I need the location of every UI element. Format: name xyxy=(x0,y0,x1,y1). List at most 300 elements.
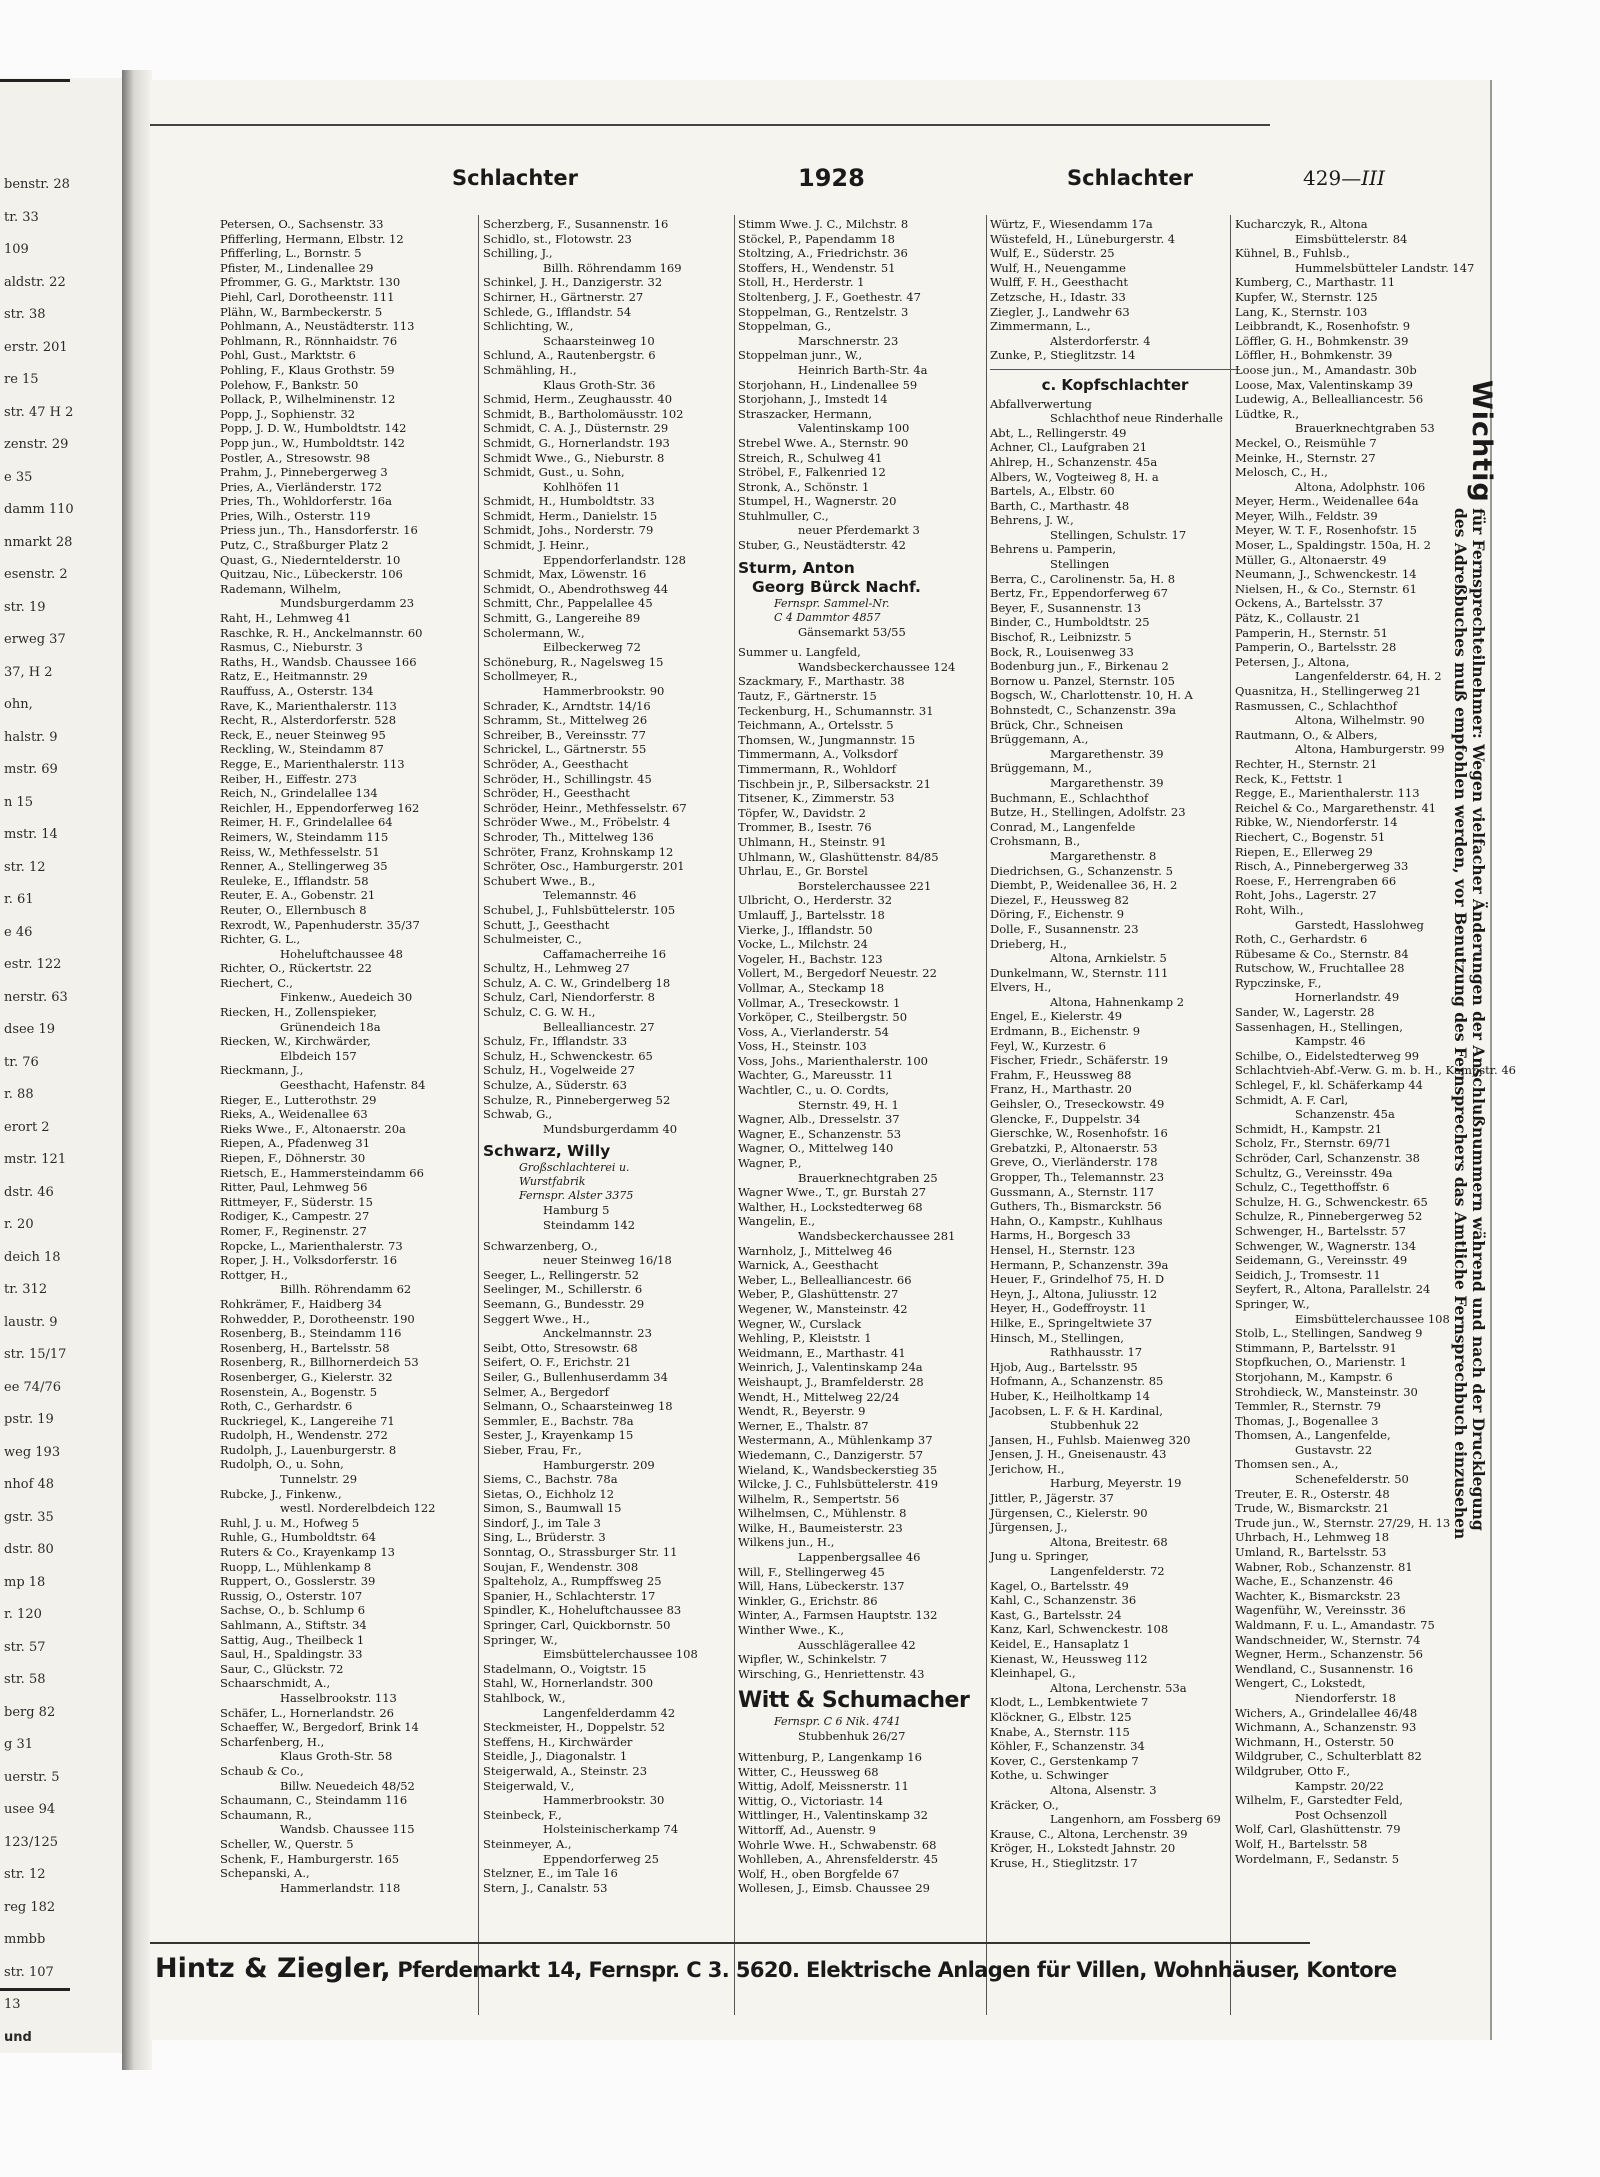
directory-entry: Reuter, O., Ellernbusch 8 xyxy=(220,902,367,917)
directory-entry: Schmidt, Johs., Norderstr. 79 xyxy=(483,523,654,538)
notice-line-1: Wichtig für Fernsprechteilnehmer: Wegen vielfacher Änderungen der Anschlußnummern während und nach der Drucklegung xyxy=(1466,380,1497,1531)
directory-entry: Springer, W., xyxy=(1235,1296,1310,1311)
directory-entry: Klodt, L., Lembkentwiete 7 xyxy=(990,1695,1149,1710)
footer-firm: Hintz & Ziegler, xyxy=(155,1953,391,1984)
directory-entry: Wohrle Wwe. H., Schwabenstr. 68 xyxy=(738,1837,937,1852)
directory-entry: Bischof, R., Leibnizstr. 5 xyxy=(990,630,1132,645)
section-heading: c. Kopfschlachter xyxy=(990,369,1240,393)
directory-entry: Wendt, R., Beyerstr. 9 xyxy=(738,1404,866,1419)
previous-page-fragment: esenstr. 2 xyxy=(4,567,68,582)
directory-entry: Vorköper, C., Steilbergstr. 50 xyxy=(738,1010,908,1025)
directory-entry: Tautz, F., Gärtnerstr. 15 xyxy=(738,689,877,704)
directory-entry: Hilke, E., Springeltwiete 37 xyxy=(990,1315,1153,1330)
directory-entry: Schulmeister, C., xyxy=(483,932,582,947)
directory-entry: Riechert, C., xyxy=(220,975,293,990)
directory-entry: Diembt, P., Weidenallee 36, H. 2 xyxy=(990,878,1178,893)
directory-entry-continuation: Altona, Hamburgerstr. 99 xyxy=(1295,742,1445,757)
directory-entry: Zimmermann, L., xyxy=(990,319,1091,334)
directory-entry: Schultz, H., Lehmweg 27 xyxy=(483,961,630,976)
directory-entry: Wittorff, Ad., Auenstr. 9 xyxy=(738,1822,876,1837)
directory-entry: Rutschow, W., Fruchtallee 28 xyxy=(1235,961,1405,976)
directory-entry-continuation: Garstedt, Hasslohweg xyxy=(1295,917,1424,932)
directory-entry: Sieber, Frau, Fr., xyxy=(483,1442,582,1457)
directory-entry-continuation: Grünendeich 18a xyxy=(280,1019,381,1034)
directory-entry: Schmitt, G., Langereihe 89 xyxy=(483,611,641,626)
directory-entry-continuation: Langenfelderdamm 42 xyxy=(543,1705,676,1720)
directory-entry-continuation: Kampstr. 20/22 xyxy=(1295,1778,1384,1793)
advertiser-name-line: Georg Bürck Nachf. xyxy=(752,577,921,596)
directory-entry: Priess jun., Th., Hansdorferstr. 16 xyxy=(220,523,418,538)
directory-entry: Stoppelman, G., xyxy=(738,319,832,334)
directory-entry: Schenk, F., Hamburgerstr. 165 xyxy=(220,1851,400,1866)
directory-entry-continuation: Elbdeich 157 xyxy=(280,1048,357,1063)
directory-entry: Schmidt, O., Abendrothsweg 44 xyxy=(483,581,669,596)
directory-entry: Roth, C., Gerhardstr. 6 xyxy=(1235,932,1368,947)
directory-entry-continuation: Hummelsbütteler Landstr. 147 xyxy=(1295,260,1475,275)
directory-entry-continuation: Schaarsteinweg 10 xyxy=(543,333,655,348)
directory-page xyxy=(150,80,1516,2040)
directory-entry: Vollmar, A., Steckamp 18 xyxy=(738,980,885,995)
directory-entry: Melosch, C., H., xyxy=(1235,465,1328,480)
directory-entry: Wilcke, J. C., Fuhlsbüttelerstr. 419 xyxy=(738,1477,939,1492)
directory-entry: Jittler, P., Jägerstr. 37 xyxy=(990,1491,1114,1506)
directory-entry: Würtz, F., Wiesendamm 17a xyxy=(990,217,1153,231)
directory-entry: Rypczinske, F., xyxy=(1235,975,1322,990)
directory-entry: Pohling, F., Klaus Grothstr. 59 xyxy=(220,362,395,377)
directory-entry: Klöckner, G., Elbstr. 125 xyxy=(990,1709,1132,1724)
directory-entry: Butze, H., Stellingen, Adolfstr. 23 xyxy=(990,805,1186,820)
directory-entry: Timmermann, A., Volksdorf xyxy=(738,747,898,762)
directory-entry-continuation: Niendorferstr. 18 xyxy=(1295,1690,1396,1705)
directory-entry: Rosenberg, H., Bartelsstr. 58 xyxy=(220,1340,390,1355)
directory-entry-continuation: Telemannstr. 46 xyxy=(543,888,637,903)
previous-page-fragment: g 31 xyxy=(4,1737,33,1752)
previous-page-fragment: ee 74/76 xyxy=(4,1379,61,1395)
directory-entry: Seibt, Otto, Stresowstr. 68 xyxy=(483,1340,638,1355)
directory-entry: Stöckel, P., Papendamm 18 xyxy=(738,231,895,246)
directory-entry: Steigerwald, A., Steinstr. 23 xyxy=(483,1763,648,1778)
advertiser-name: Witt & Schumacher xyxy=(738,1688,970,1714)
directory-entry: Crohsmann, B., xyxy=(990,834,1081,849)
directory-entry: Saul, H., Spaldingstr. 33 xyxy=(220,1647,363,1662)
directory-entry-continuation: Schanzenstr. 45a xyxy=(1295,1107,1395,1122)
directory-entry-continuation: Hammerlandstr. 118 xyxy=(280,1880,401,1895)
directory-entry: Will, Hans, Lübeckerstr. 137 xyxy=(738,1579,905,1594)
directory-entry: Winkler, G., Erichstr. 86 xyxy=(738,1593,878,1608)
directory-entry: Wandschneider, W., Sternstr. 74 xyxy=(1235,1632,1421,1647)
directory-entry: Vollert, M., Bergedorf Neuestr. 22 xyxy=(738,966,937,981)
previous-page-fragment: reg 182 xyxy=(4,1899,56,1915)
directory-entry: Döring, F., Eichenstr. 9 xyxy=(990,907,1125,922)
directory-entry: Pamperin, H., Sternstr. 51 xyxy=(1235,625,1388,640)
directory-entry: Riepen, A., Pfadenweg 31 xyxy=(220,1136,371,1151)
directory-entry: Petersen, O., Sachsenstr. 33 xyxy=(220,217,384,231)
directory-entry: Popp, J. D. W., Humboldtstr. 142 xyxy=(220,421,407,436)
directory-entry: Wollesen, J., Eimsb. Chaussee 29 xyxy=(738,1881,930,1896)
directory-entry-continuation: Kampstr. 46 xyxy=(1295,1034,1366,1049)
directory-entry: Schulz, Carl, Niendorferstr. 8 xyxy=(483,990,656,1005)
directory-entry: Westermann, A., Mühlenkamp 37 xyxy=(738,1433,933,1448)
directory-entry-continuation: Holsteinischerkamp 74 xyxy=(543,1822,679,1837)
previous-page-fragment: str. 47 H 2 xyxy=(4,404,74,420)
directory-entry: Schlichting, W., xyxy=(483,319,574,334)
directory-entry: Regge, E., Marienthalerstr. 113 xyxy=(220,756,405,771)
directory-entry-continuation: Schlachthof neue Rinderhalle xyxy=(1050,411,1223,426)
previous-page-fragment: e 35 xyxy=(4,469,33,485)
directory-entry: Schwab, G., xyxy=(483,1107,553,1122)
directory-entry: Sietas, O., Eichholz 12 xyxy=(483,1486,615,1501)
listing-column-2 xyxy=(483,217,733,2012)
directory-entry: Kühnel, B., Fuhlsb., xyxy=(1235,246,1350,261)
directory-entry: Scholz, Fr., Sternstr. 69/71 xyxy=(1235,1136,1392,1151)
directory-entry: Siems, C., Bachstr. 78a xyxy=(483,1472,618,1487)
directory-entry: Schröder, A., Geesthacht xyxy=(483,756,629,771)
directory-entry: Wegner, W., Curslack xyxy=(738,1316,862,1331)
directory-entry: Wagner, O., Mittelweg 140 xyxy=(738,1141,894,1156)
directory-entry: Thomas, J., Bogenallee 3 xyxy=(1235,1413,1379,1428)
directory-entry: Wittig, Adolf, Meissnerstr. 11 xyxy=(738,1779,909,1794)
directory-entry: Szackmary, F., Marthastr. 38 xyxy=(738,674,905,689)
directory-entry: Risch, A., Pinnebergerweg 33 xyxy=(1235,859,1409,874)
directory-entry: Geihsler, O., Treseckowstr. 49 xyxy=(990,1097,1165,1112)
directory-entry: Raht, H., Lehmweg 41 xyxy=(220,611,352,626)
notice-line-2: des Adreßbuches muß empfohlen werden, vor Benutzung des Fernsprechers das Amtliche Fernsprechbuch einzusehen xyxy=(1451,508,1470,1540)
directory-entry: Vollmar, A., Treseckowstr. 1 xyxy=(738,995,901,1010)
directory-entry: Albers, W., Vogteiweg 8, H. a xyxy=(990,469,1159,484)
directory-entry: Schirner, H., Gärtnerstr. 27 xyxy=(483,289,644,304)
directory-entry: Rave, K., Marienthalerstr. 113 xyxy=(220,698,397,713)
directory-entry: Stronk, A., Schönstr. 1 xyxy=(738,479,870,494)
directory-entry: Hahn, O., Kampstr., Kuhlhaus xyxy=(990,1213,1163,1228)
directory-entry: Feyl, W., Kurzestr. 6 xyxy=(990,1038,1106,1053)
previous-page-fragment: re 15 xyxy=(4,372,39,387)
directory-entry: Greve, O., Vierländerstr. 178 xyxy=(990,1155,1158,1170)
directory-entry: Schulz, Fr., Ifflandstr. 33 xyxy=(483,1034,628,1049)
directory-entry: Schmidt, B., Bartholomäusstr. 102 xyxy=(483,406,684,421)
directory-entry: Jacobsen, L. F. & H. Kardinal, xyxy=(990,1403,1163,1418)
directory-entry: Hinsch, M., Stellingen, xyxy=(990,1330,1124,1345)
directory-entry: Abt, L., Rellingerstr. 49 xyxy=(990,425,1127,440)
directory-entry: Stoll, H., Herderstr. 1 xyxy=(738,275,865,290)
directory-entry: Schmidt, Gust., u. Sohn, xyxy=(483,465,625,480)
directory-entry: Schröter, Franz, Krohnskamp 12 xyxy=(483,844,674,859)
directory-entry: Riepen, F., Döhnerstr. 30 xyxy=(220,1151,366,1165)
directory-entry: Bartels, A., Elbstr. 60 xyxy=(990,484,1115,499)
directory-entry: Stimm Wwe. J. C., Milchstr. 8 xyxy=(738,217,909,231)
directory-entry: Jerichow, H., xyxy=(990,1461,1065,1476)
directory-entry: Jürgensen, J., xyxy=(990,1520,1068,1535)
directory-entry: Rudolph, O., u. Sohn, xyxy=(220,1457,344,1472)
directory-entry: Knabe, A., Sternstr. 115 xyxy=(990,1724,1130,1739)
directory-entry: Bock, R., Louisenweg 33 xyxy=(990,644,1134,659)
directory-entry: Schulze, A., Süderstr. 63 xyxy=(483,1078,627,1093)
directory-entry-continuation: Alsterdorferstr. 4 xyxy=(1050,333,1151,348)
directory-entry-continuation: Klaus Groth-Str. 58 xyxy=(280,1749,393,1764)
directory-entry: Rodiger, K., Campestr. 27 xyxy=(220,1209,370,1224)
directory-entry: Spalteholz, A., Rumpffsweg 25 xyxy=(483,1574,662,1589)
directory-entry-continuation: Margarethenstr. 8 xyxy=(1050,848,1157,863)
directory-entry: Rosenberg, B., Steindamm 116 xyxy=(220,1326,402,1341)
directory-entry: Sander, W., Lagerstr. 28 xyxy=(1235,1005,1375,1020)
directory-entry: Schilbe, O., Eidelstedterweg 99 xyxy=(1235,1048,1420,1063)
directory-entry: Wiedemann, C., Danzigerstr. 57 xyxy=(738,1447,924,1462)
directory-entry-continuation: Wandsbeckerchaussee 124 xyxy=(798,659,956,674)
directory-entry: Warnholz, J., Mittelweg 46 xyxy=(738,1243,893,1258)
directory-entry: Petersen, J., Altona, xyxy=(1235,654,1350,669)
directory-entry: Schmidt, A. F. Carl, xyxy=(1235,1092,1349,1107)
directory-entry: Schmidt, J. Heinr., xyxy=(483,538,590,553)
directory-entry: Voss, H., Steinstr. 103 xyxy=(738,1039,867,1054)
directory-entry: Schepanski, A., xyxy=(220,1866,310,1881)
directory-entry: Schulze, H. G., Schwenckestr. 65 xyxy=(1235,1194,1428,1209)
directory-entry: Warnick, A., Geesthacht xyxy=(738,1258,879,1273)
directory-entry: Wildgruber, C., Schulterblatt 82 xyxy=(1235,1749,1422,1764)
advertiser-name: Schwarz, Willy xyxy=(483,1142,611,1161)
directory-entry: Weber, L., Bellealliancestr. 66 xyxy=(738,1272,912,1287)
column-divider xyxy=(478,215,479,2015)
directory-entry: Reimer, H. F., Grindelallee 64 xyxy=(220,815,393,830)
directory-entry: Bohnstedt, C., Schanzenstr. 39a xyxy=(990,703,1176,717)
directory-entry: Heyer, H., Godeffroystr. 11 xyxy=(990,1301,1147,1316)
directory-entry-continuation: Sternstr. 49, H. 1 xyxy=(798,1097,899,1112)
directory-entry: Scherzberg, F., Susannenstr. 16 xyxy=(483,217,669,231)
notice-lead: Wichtig xyxy=(1466,380,1497,503)
directory-entry: Nielsen, H., & Co., Sternstr. 61 xyxy=(1235,581,1417,596)
directory-entry: Wittig, O., Victoriastr. 14 xyxy=(738,1793,884,1808)
previous-page-fragment: tr. 33 xyxy=(4,209,39,225)
directory-entry-continuation: Margarethenstr. 39 xyxy=(1050,746,1164,761)
directory-entry: Erdmann, B., Eichenstr. 9 xyxy=(990,1024,1141,1039)
directory-entry: Schmidt, H., Humboldtstr. 33 xyxy=(483,494,655,509)
directory-entry: Popp, J., Sophienstr. 32 xyxy=(220,406,356,421)
directory-entry: Wilhelmsen, C., Mühlenstr. 8 xyxy=(738,1506,907,1521)
directory-entry: Roht, Wilh., xyxy=(1235,902,1304,917)
listing-column-1 xyxy=(220,217,470,2012)
directory-entry: Engel, E., Kielerstr. 49 xyxy=(990,1009,1123,1024)
directory-entry: Wagenführ, W., Vereinsstr. 36 xyxy=(1235,1603,1406,1618)
directory-entry: Prahm, J., Pinnebergerweg 3 xyxy=(220,465,388,480)
directory-entry-continuation: Altona, Breitestr. 68 xyxy=(1050,1534,1168,1549)
directory-entry: Walther, H., Lockstedterweg 68 xyxy=(738,1199,923,1214)
directory-entry-continuation: Anckelmannstr. 23 xyxy=(543,1326,652,1341)
directory-entry: Kanz, Karl, Schwenckestr. 108 xyxy=(990,1622,1169,1637)
directory-entry: Bodenburg jun., F., Birkenau 2 xyxy=(990,659,1169,674)
directory-entry: Bornow u. Panzel, Sternstr. 105 xyxy=(990,673,1175,688)
directory-entry: Will, F., Stellingerweg 45 xyxy=(738,1564,885,1579)
directory-entry-continuation: Altona, Hahnenkamp 2 xyxy=(1050,994,1185,1009)
directory-entry: Wachter, G., Mareusstr. 11 xyxy=(738,1068,894,1083)
advertiser-detail: Großschlachterei u. xyxy=(519,1161,630,1175)
advertiser-detail: Wurstfabrik xyxy=(519,1175,586,1189)
directory-entry: Scheller, W., Querstr. 5 xyxy=(220,1836,354,1851)
directory-entry: Vogeler, H., Bachstr. 123 xyxy=(738,951,883,966)
directory-entry: Steinmeyer, A., xyxy=(483,1836,572,1851)
directory-entry: Teckenburg, H., Schumannstr. 31 xyxy=(738,703,934,718)
directory-entry-continuation: Geesthacht, Hafenstr. 84 xyxy=(280,1078,426,1093)
directory-entry: Regge, E., Marienthalerstr. 113 xyxy=(1235,786,1420,801)
directory-entry: Wulf, E., Süderstr. 25 xyxy=(990,246,1115,261)
directory-entry: Uhrlau, E., Gr. Borstel xyxy=(738,864,868,879)
advertiser-detail: Fernspr. Sammel-Nr. xyxy=(774,596,890,610)
directory-entry: Sindorf, J., im Tale 3 xyxy=(483,1515,601,1530)
directory-entry: Weishaupt, J., Bramfelderstr. 28 xyxy=(738,1374,924,1389)
directory-entry: Soujan, F., Wendenstr. 308 xyxy=(483,1559,639,1574)
directory-entry: Wolf, H., oben Borgfelde 67 xyxy=(738,1866,900,1881)
directory-entry: Rieks Wwe., F., Altonaerstr. 20a xyxy=(220,1121,406,1136)
directory-entry-continuation: Heinrich Barth-Str. 4a xyxy=(798,362,928,377)
directory-entry: Straszacker, Hermann, xyxy=(738,406,872,421)
directory-entry-continuation: Altona, Adolphstr. 106 xyxy=(1295,479,1426,494)
directory-entry: Rudolph, J., Lauenburgerstr. 8 xyxy=(220,1442,397,1457)
directory-entry: Schaumann, R., xyxy=(220,1807,312,1822)
directory-entry: Wagner, Alb., Dresselstr. 37 xyxy=(738,1112,900,1127)
directory-entry-continuation: Eimsbüttelerstr. 84 xyxy=(1295,231,1408,246)
previous-page-fragment: und xyxy=(4,2029,32,2045)
directory-entry: Strebel Wwe. A., Sternstr. 90 xyxy=(738,435,909,450)
directory-entry: Schmidt Wwe., G., Nieburstr. 8 xyxy=(483,450,665,465)
directory-entry: Meyer, W. T. F., Rosenhofstr. 15 xyxy=(1235,523,1417,538)
directory-entry: Rohwedder, P., Dorotheenstr. 190 xyxy=(220,1311,415,1326)
directory-entry: Stolb, L., Stellingen, Sandweg 9 xyxy=(1235,1326,1423,1341)
directory-entry: Umlauff, J., Bartelsstr. 18 xyxy=(738,907,885,922)
directory-entry: Roper, J. H., Volksdorferstr. 16 xyxy=(220,1253,398,1268)
directory-entry: Hermann, P., Schanzenstr. 39a xyxy=(990,1257,1169,1272)
previous-page-fragment: str. 12 xyxy=(4,1867,46,1882)
directory-entry: Schwenger, W., Wagnerstr. 134 xyxy=(1235,1238,1417,1253)
directory-entry-continuation: Borstelerchaussee 221 xyxy=(798,878,932,893)
directory-entry: Reuleke, E., Ifflandstr. 58 xyxy=(220,873,369,888)
directory-entry: Bertz, Fr., Eppendorferweg 67 xyxy=(990,586,1168,601)
directory-entry-continuation: Caffamacherreihe 16 xyxy=(543,946,667,961)
directory-entry: Loose jun., M., Amandastr. 30b xyxy=(1235,362,1417,377)
directory-entry: Rietsch, E., Hammersteindamm 66 xyxy=(220,1165,424,1180)
directory-entry: Schwenger, H., Bartelsstr. 57 xyxy=(1235,1223,1407,1238)
directory-entry: Roht, Johs., Lagerstr. 27 xyxy=(1235,888,1377,903)
directory-entry: Elvers, H., xyxy=(990,980,1052,995)
directory-entry-continuation: Eilbeckerweg 72 xyxy=(543,640,641,655)
previous-page-fragment: mp 18 xyxy=(4,1574,46,1590)
previous-page-fragment: e 46 xyxy=(4,924,33,940)
directory-entry: Spindler, K., Hoheluftchaussee 83 xyxy=(483,1603,682,1618)
directory-entry: Jensen, J. H., Gneisenaustr. 43 xyxy=(990,1447,1167,1462)
directory-entry: Wieland, K., Wandsbeckerstieg 35 xyxy=(738,1462,938,1477)
previous-page-fragment: laustr. 9 xyxy=(4,1314,58,1330)
directory-entry: Seifert, O. F., Erichstr. 21 xyxy=(483,1355,632,1370)
directory-entry: Rubcke, J., Finkenw., xyxy=(220,1486,342,1501)
directory-entry-continuation: Steindamm 142 xyxy=(543,1218,636,1232)
directory-entry-continuation: Margarethenstr. 39 xyxy=(1050,775,1164,790)
directory-entry-continuation: Altona, Lerchenstr. 53a xyxy=(1050,1680,1187,1695)
directory-entry: Rasmus, C., Nieburstr. 3 xyxy=(220,640,363,655)
directory-entry: Dunkelmann, W., Sternstr. 111 xyxy=(990,965,1169,980)
advertisement-footer xyxy=(155,1953,1397,1984)
previous-page-fragment: 37, H 2 xyxy=(4,664,53,680)
directory-entry: Rottger, H., xyxy=(220,1267,288,1282)
directory-entry: Seeger, L., Rellingerstr. 52 xyxy=(483,1267,640,1282)
previous-page-fragment: zenstr. 29 xyxy=(4,437,69,452)
directory-entry: Reichler, H., Eppendorferweg 162 xyxy=(220,800,420,815)
directory-entry: Pfifferling, L., Bornstr. 5 xyxy=(220,246,362,261)
previous-page-fragment: nmarkt 28 xyxy=(4,534,73,550)
directory-entry: Rechter, H., Sternstr. 21 xyxy=(1235,756,1378,771)
directory-entry: Wordelmann, F., Sedanstr. 5 xyxy=(1235,1851,1400,1866)
directory-entry: Kräcker, O., xyxy=(990,1797,1059,1812)
directory-entry: Storjohann, J., Imstedt 14 xyxy=(738,392,888,407)
directory-entry: Rautmann, O., & Albers, xyxy=(1235,727,1378,742)
directory-entry: Ritter, Paul, Lehmweg 56 xyxy=(220,1180,368,1195)
previous-page-edge xyxy=(0,78,125,2053)
listing-column-4 xyxy=(990,217,1240,2012)
directory-entry-continuation: Wandsb. Chaussee 115 xyxy=(280,1822,415,1837)
directory-entry: Rieks, A., Weidenallee 63 xyxy=(220,1107,368,1122)
directory-entry: Ludewig, A., Bellealliancestr. 56 xyxy=(1235,392,1424,407)
directory-entry: Schulz, A. C. W., Grindelberg 18 xyxy=(483,975,671,990)
directory-entry: Pries, A., Vierländerstr. 172 xyxy=(220,479,382,494)
directory-entry-continuation: neuer Pferdemarkt 3 xyxy=(798,523,920,538)
directory-entry: Schmidt, H., Kampstr. 21 xyxy=(1235,1121,1383,1136)
directory-entry: Schmid, Herm., Zeughausstr. 40 xyxy=(483,392,673,407)
directory-entry: Ruckriegel, K., Langereihe 71 xyxy=(220,1413,395,1428)
directory-entry: Romer, F., Reginenstr. 27 xyxy=(220,1223,367,1238)
directory-entry: Lang, K., Sternstr. 103 xyxy=(1235,304,1368,319)
directory-entry: Pfister, M., Lindenallee 29 xyxy=(220,260,374,275)
directory-entry: Stahl, W., Hornerlandstr. 300 xyxy=(483,1676,654,1691)
directory-entry-continuation: Schenefelderstr. 50 xyxy=(1295,1472,1409,1487)
directory-entry: Rexrodt, W., Papenhuderstr. 35/37 xyxy=(220,917,420,932)
previous-page-fragment: nerstr. 63 xyxy=(4,989,68,1005)
directory-entry: Seiler, G., Bullenhuserdamm 34 xyxy=(483,1369,668,1384)
header-left-title: Schlachter xyxy=(452,166,578,190)
directory-entry: Riepen, E., Ellerweg 29 xyxy=(1235,844,1373,859)
directory-entry: Renner, A., Stellingerweg 35 xyxy=(220,859,388,874)
directory-entry: Sassenhagen, H., Stellingen, xyxy=(1235,1019,1403,1034)
directory-entry: Riechert, C., Bogenstr. 51 xyxy=(1235,829,1386,844)
directory-entry: Diezel, F., Heussweg 82 xyxy=(990,892,1130,907)
header-year: 1928 xyxy=(798,164,865,192)
directory-entry: Seggert Wwe., H., xyxy=(483,1311,590,1326)
directory-entry: Rieger, E., Lutterothstr. 29 xyxy=(220,1092,377,1107)
directory-entry-continuation: Hornerlandstr. 49 xyxy=(1295,990,1400,1005)
directory-entry: Uhlmann, W., Glashüttenstr. 84/85 xyxy=(738,849,939,864)
directory-entry: Wolf, H., Bartelsstr. 58 xyxy=(1235,1836,1368,1851)
previous-page-fragment: str. 38 xyxy=(4,307,46,322)
directory-entry: Hofmann, A., Schanzenstr. 85 xyxy=(990,1374,1164,1389)
directory-entry: Schaeffer, W., Bergedorf, Brink 14 xyxy=(220,1720,419,1735)
directory-entry: Rauffuss, A., Osterstr. 134 xyxy=(220,684,374,698)
previous-page-fragment: r. 20 xyxy=(4,1217,34,1232)
directory-entry-continuation: Rathhausstr. 17 xyxy=(1050,1345,1143,1360)
directory-entry: Werner, E., Thalstr. 87 xyxy=(738,1418,869,1433)
directory-entry: Schramm, St., Mittelweg 26 xyxy=(483,713,648,728)
directory-entry-continuation: Hamburg 5 xyxy=(543,1203,610,1218)
directory-entry: Voss, Johs., Marienthalerstr. 100 xyxy=(738,1053,928,1068)
directory-entry: Vierke, J., Ifflandstr. 50 xyxy=(738,922,873,937)
directory-entry: Stoltenberg, J. F., Goethestr. 47 xyxy=(738,289,921,304)
directory-entry-continuation: Gänsemarkt 53/55 xyxy=(798,624,906,639)
directory-entry: Simon, S., Baumwall 15 xyxy=(483,1501,622,1516)
directory-entry-continuation: Stellingen, Schulstr. 17 xyxy=(1050,527,1187,542)
directory-entry: Seyfert, R., Altona, Parallelstr. 24 xyxy=(1235,1282,1431,1297)
directory-entry: Popp jun., W., Humboldtstr. 142 xyxy=(220,435,405,450)
directory-entry: Wildgruber, Otto F., xyxy=(1235,1763,1351,1778)
directory-entry: Glencke, F., Duppelstr. 34 xyxy=(990,1111,1141,1126)
directory-entry: Sonntag, O., Strassburger Str. 11 xyxy=(483,1545,678,1560)
directory-entry: Schilling, J., xyxy=(483,246,553,261)
directory-entry: Schulz, H., Schwenckestr. 65 xyxy=(483,1048,653,1063)
directory-entry-continuation: Eimsbüttelerchaussee 108 xyxy=(1295,1311,1450,1326)
directory-entry: Schröder, H., Schillingstr. 45 xyxy=(483,771,652,786)
previous-page-fragment: halstr. 9 xyxy=(4,729,58,745)
